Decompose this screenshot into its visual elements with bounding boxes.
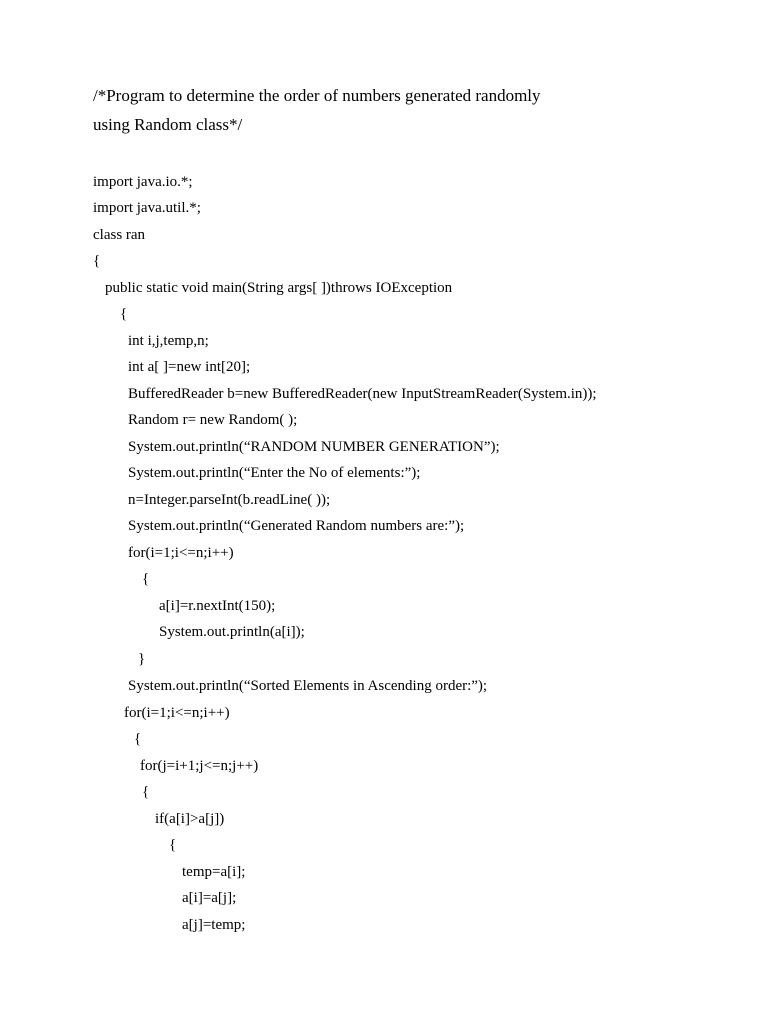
code-line: System.out.println(“Generated Random numbers are:”);: [128, 518, 465, 534]
code-line: {: [93, 253, 101, 269]
code-line: for(j=i+1;j<=n;j++): [140, 758, 259, 774]
code-line: n=Integer.parseInt(b.readLine( ));: [128, 492, 331, 508]
code-line: System.out.println(“Enter the No of elements:”);: [128, 465, 421, 481]
code-line: System.out.println(“RANDOM NUMBER GENERATION”);: [128, 439, 500, 455]
code-line: {: [142, 784, 150, 800]
code-line: System.out.println(a[i]);: [159, 624, 305, 640]
code-line: Random r= new Random( );: [128, 412, 298, 428]
code-line: a[j]=temp;: [182, 917, 246, 933]
code-line: a[i]=r.nextInt(150);: [159, 598, 276, 614]
program-comment-line-1: /*Program to determine the order of numbers generated randomly: [93, 86, 541, 105]
code-line: BufferedReader b=new BufferedReader(new InputStreamReader(System.in));: [128, 386, 597, 402]
code-line: {: [169, 837, 177, 853]
code-line: for(i=1;i<=n;i++): [124, 705, 230, 721]
code-line: import java.util.*;: [93, 200, 201, 216]
code-line: public static void main(String args[ ])throws IOException: [105, 280, 453, 296]
program-comment-line-2: using Random class*/: [93, 115, 243, 134]
code-line: {: [142, 571, 150, 587]
code-line: a[i]=a[j];: [182, 890, 237, 906]
code-line: int a[ ]=new int[20];: [128, 359, 251, 375]
code-line: }: [138, 651, 146, 667]
code-line: {: [120, 306, 128, 322]
code-line: temp=a[i];: [182, 864, 246, 880]
code-line: class ran: [93, 227, 146, 243]
code-line: for(i=1;i<=n;i++): [128, 545, 234, 561]
code-line: import java.io.*;: [93, 174, 193, 190]
code-line: System.out.println(“Sorted Elements in Ascending order:”);: [128, 678, 488, 694]
code-line: if(a[i]>a[j]): [155, 811, 225, 827]
code-line: int i,j,temp,n;: [128, 333, 209, 349]
code-line: {: [134, 731, 142, 747]
